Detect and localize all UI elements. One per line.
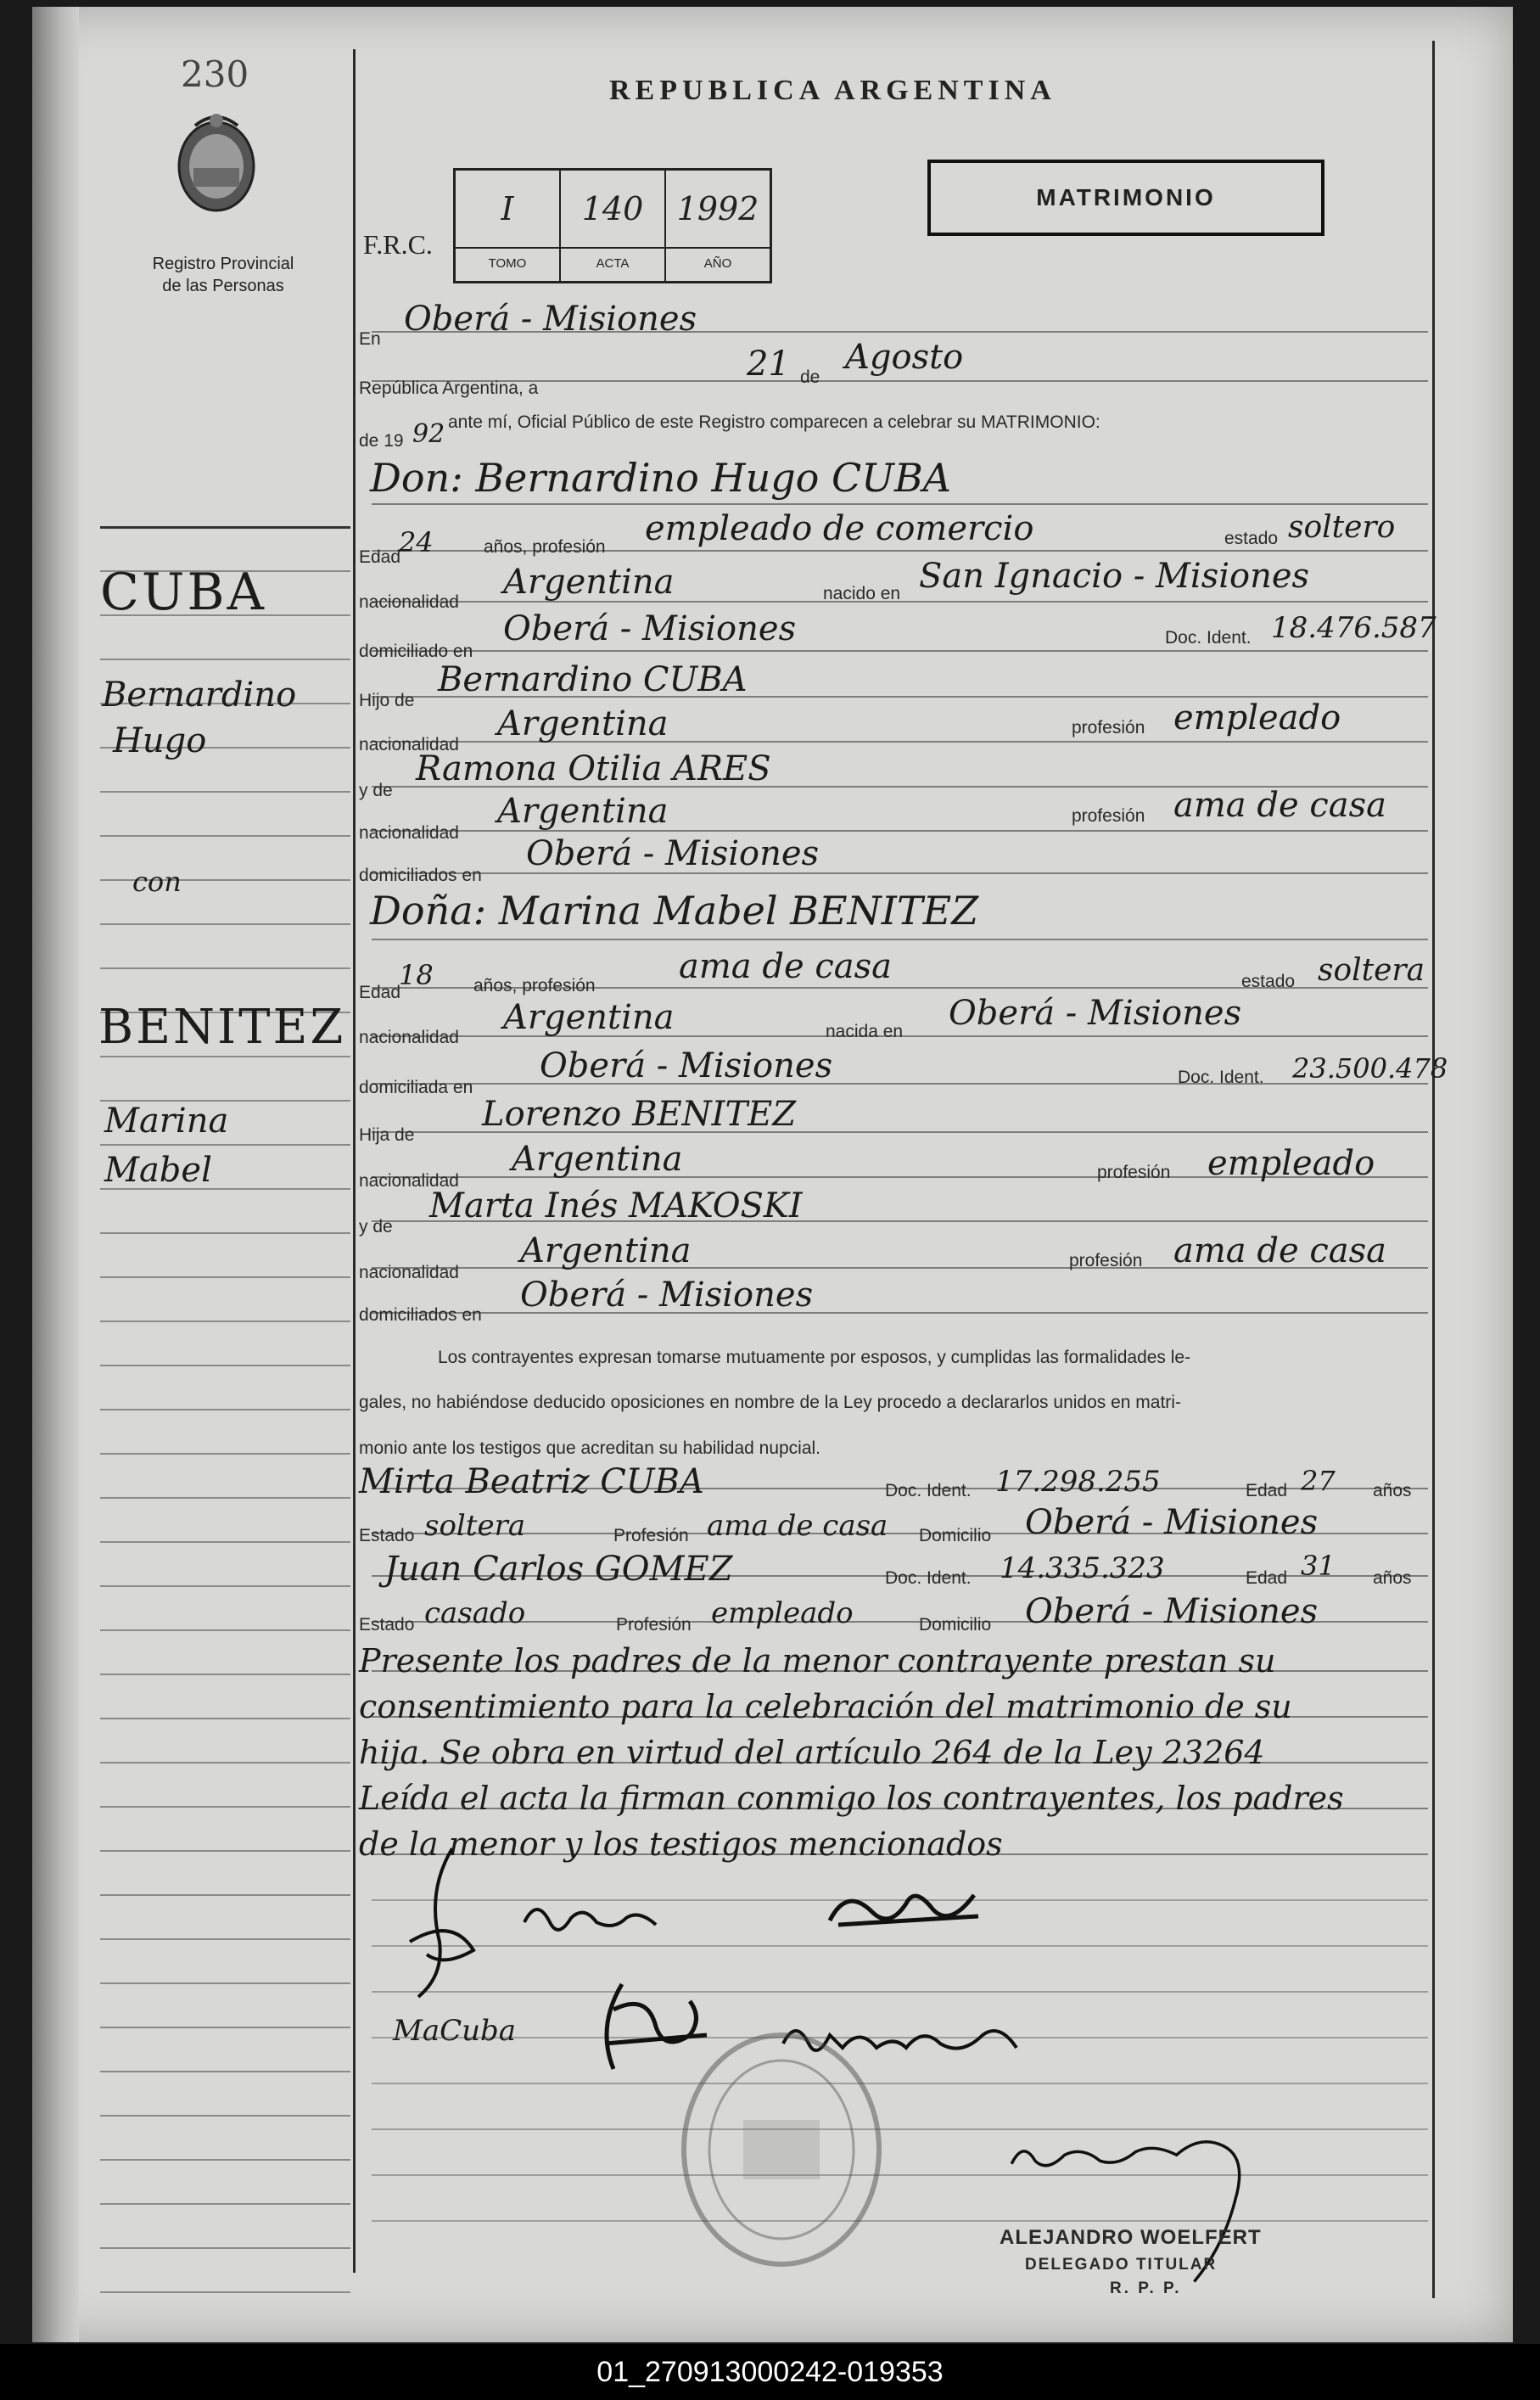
margin-rule-line bbox=[100, 659, 350, 660]
margin-rule-line bbox=[100, 967, 350, 969]
groom-father: Bernardino CUBA bbox=[438, 660, 748, 699]
margin-rule-line bbox=[100, 1056, 350, 1057]
margin-rule-line bbox=[100, 1718, 350, 1719]
groom-profession: empleado de comercio bbox=[645, 509, 1034, 548]
label-w1-prof: Profesión bbox=[613, 1526, 689, 1545]
bride-father: Lorenzo BENITEZ bbox=[482, 1095, 797, 1134]
label-groom-hijo: Hijo de bbox=[359, 691, 415, 710]
label-groom-m-prof: profesión bbox=[1072, 806, 1145, 826]
registry-line-1: Registro Provincial bbox=[152, 255, 294, 273]
label-en: En bbox=[359, 329, 381, 349]
margin-rule-line bbox=[100, 1762, 350, 1764]
formula-line-1: Los contrayentes expresan tomarse mutuamente por esposos, y cumplidas las formalidades le- bbox=[438, 1348, 1191, 1367]
margin-rule-line bbox=[100, 2159, 350, 2161]
margin-rule-line bbox=[100, 1982, 350, 1984]
label-republica: República Argentina, a bbox=[359, 379, 539, 398]
margin-rule-line bbox=[100, 2291, 350, 2293]
margin-rule-line bbox=[100, 1806, 350, 1808]
margin-con: con bbox=[132, 866, 182, 898]
label-groom-estado: estado bbox=[1224, 529, 1279, 548]
label-groom-nac: nacionalidad bbox=[359, 592, 459, 612]
margin-rule-line bbox=[100, 1938, 350, 1940]
margin-rule-line bbox=[100, 835, 350, 837]
margin-rule-line bbox=[100, 1541, 350, 1543]
label-bride-anos-prof: años, profesión bbox=[473, 976, 596, 995]
groom-doc: 18.476.587 bbox=[1271, 611, 1436, 645]
folio-number: 230 bbox=[181, 53, 249, 95]
margin-rule-line bbox=[100, 1497, 350, 1499]
book-binding bbox=[32, 7, 79, 2342]
label-w2-anos: años bbox=[1373, 1568, 1412, 1588]
note-line-5: de la menor y los testigos mencionados bbox=[359, 1825, 1003, 1863]
label-bride-nacida: nacida en bbox=[826, 1022, 904, 1041]
bride-parents-dom: Oberá - Misiones bbox=[520, 1276, 814, 1315]
bride-heading: Doña: Marina Mabel BENITEZ bbox=[370, 888, 979, 934]
witness2-age: 31 bbox=[1301, 1550, 1336, 1582]
image-id-bar: 01_270913000242-019353 bbox=[0, 2344, 1540, 2400]
acta-value: 140 bbox=[581, 190, 644, 227]
label-w1-doc: Doc. Ident. bbox=[885, 1481, 972, 1500]
label-bride-f-prof: profesión bbox=[1097, 1163, 1171, 1182]
margin-rule-line bbox=[100, 2115, 350, 2117]
ano-cell bbox=[666, 171, 770, 281]
ruled-line bbox=[372, 1991, 1428, 1993]
registry-name bbox=[126, 253, 321, 297]
margin-bride-name-1: Marina bbox=[104, 1102, 229, 1141]
label-w2-estado: Estado bbox=[359, 1615, 415, 1635]
label-de-month: de bbox=[800, 367, 820, 387]
label-groom-yde: y de bbox=[359, 781, 393, 800]
groom-domicile: Oberá - Misiones bbox=[503, 609, 797, 648]
right-rule bbox=[1432, 41, 1435, 2298]
label-w2-dom: Domicilio bbox=[919, 1615, 992, 1635]
label-groom-m-nac: nacionalidad bbox=[359, 823, 459, 843]
official-stamp-icon bbox=[675, 2027, 888, 2273]
groom-birthplace: San Ignacio - Misiones bbox=[919, 557, 1310, 596]
label-groom-doc: Doc. Ident. bbox=[1165, 628, 1252, 648]
bride-age: 18 bbox=[399, 959, 434, 991]
country-title: REPUBLICA ARGENTINA bbox=[609, 75, 1056, 106]
label-w1-estado: Estado bbox=[359, 1526, 415, 1545]
margin-rule-line bbox=[100, 1850, 350, 1852]
bride-mother-prof: ama de casa bbox=[1173, 1231, 1386, 1270]
margin-rule-line bbox=[100, 1321, 350, 1322]
ano-label: AÑO bbox=[666, 247, 770, 279]
note-line-4: Leída el acta la firman conmigo los contrayentes, los padres bbox=[359, 1780, 1344, 1817]
margin-rule-line bbox=[100, 1629, 350, 1631]
label-bride-doms: domiciliados en bbox=[359, 1305, 482, 1325]
formula-line-2: gales, no habiéndose deducido oposiciones en nombre de la Ley procedo a declararlos unidos en matri- bbox=[359, 1393, 1181, 1412]
witness1-profession: ama de casa bbox=[707, 1509, 888, 1543]
margin-rule-line bbox=[100, 1365, 350, 1366]
groom-mother-nat: Argentina bbox=[497, 792, 669, 831]
signature-cuba: MaCuba bbox=[393, 2014, 517, 2048]
note-line-2: consentimiento para la celebración del matrimonio de su bbox=[359, 1688, 1292, 1725]
label-groom-dom: domiciliado en bbox=[359, 642, 473, 661]
witness2-doc: 14.335.323 bbox=[1000, 1551, 1165, 1585]
ano-value: 1992 bbox=[676, 190, 759, 227]
groom-age: 24 bbox=[399, 526, 434, 558]
label-bride-hija: Hija de bbox=[359, 1125, 415, 1145]
margin-groom-name-2: Hugo bbox=[113, 721, 207, 760]
label-bride-doc: Doc. Ident. bbox=[1178, 1068, 1264, 1087]
ruled-line bbox=[372, 2083, 1428, 2084]
coat-of-arms-icon bbox=[170, 109, 263, 219]
frc-label: F.R.C. bbox=[363, 229, 433, 260]
registry-line-2: de las Personas bbox=[162, 277, 284, 295]
label-bride-m-prof: profesión bbox=[1069, 1251, 1143, 1270]
bride-nationality: Argentina bbox=[503, 998, 675, 1037]
label-bride-edad: Edad bbox=[359, 983, 401, 1002]
label-groom-anos-prof: años, profesión bbox=[484, 537, 606, 557]
margin-rule-line bbox=[100, 1453, 350, 1455]
bride-domicile: Oberá - Misiones bbox=[540, 1046, 833, 1085]
margin-groom-name-1: Bernardino bbox=[102, 676, 297, 715]
margin-rule-line bbox=[100, 2247, 350, 2249]
label-w1-anos: años bbox=[1373, 1481, 1412, 1500]
label-groom-doms: domiciliados en bbox=[359, 866, 482, 885]
margin-rule-line bbox=[100, 1674, 350, 1675]
formula-line-3: monio ante los testigos que acreditan su habilidad nupcial. bbox=[359, 1438, 821, 1458]
act-year: 92 bbox=[412, 419, 445, 449]
margin-rule-line bbox=[100, 1585, 350, 1587]
tomo-value: I bbox=[501, 190, 514, 227]
ruled-line bbox=[372, 650, 1428, 652]
acta-cell bbox=[561, 171, 666, 281]
act-month: Agosto bbox=[845, 338, 964, 377]
act-place: Oberá - Misiones bbox=[404, 300, 697, 339]
margin-rule-line bbox=[100, 923, 350, 925]
ruled-line bbox=[372, 939, 1428, 940]
label-w2-doc: Doc. Ident. bbox=[885, 1568, 972, 1588]
witness2-name: Juan Carlos GOMEZ bbox=[384, 1550, 733, 1589]
acta-label: ACTA bbox=[561, 247, 664, 279]
margin-bride-surname: BENITEZ bbox=[98, 1000, 346, 1055]
groom-mother-prof: ama de casa bbox=[1173, 786, 1386, 825]
label-de-19: de 19 bbox=[359, 431, 404, 451]
margin-rule-line bbox=[100, 1144, 350, 1146]
intro-text: ante mí, Oficial Público de este Registro comparecen a celebrar su MATRIMONIO: bbox=[448, 412, 1100, 432]
label-w2-prof: Profesión bbox=[616, 1615, 692, 1635]
signature-father bbox=[821, 1878, 991, 1946]
margin-rule-line bbox=[100, 1409, 350, 1410]
bride-doc: 23.500.478 bbox=[1292, 1052, 1448, 1085]
margin-groom-surname: CUBA bbox=[100, 563, 266, 622]
margin-rule-line bbox=[100, 526, 350, 529]
tomo-cell bbox=[456, 171, 561, 281]
label-bride-f-nac: nacionalidad bbox=[359, 1171, 459, 1191]
margin-bride-name-2: Mabel bbox=[104, 1151, 212, 1190]
bride-mother-nat: Argentina bbox=[520, 1231, 692, 1270]
margin-rule bbox=[353, 49, 356, 2273]
official-name: ALEJANDRO WOELFERT bbox=[1000, 2226, 1262, 2249]
witness1-doc: 17.298.255 bbox=[995, 1465, 1161, 1499]
tomo-label: TOMO bbox=[456, 247, 559, 279]
signature-groom bbox=[393, 1840, 495, 2010]
bride-status: soltera bbox=[1318, 953, 1425, 988]
margin-rule-line bbox=[100, 1276, 350, 1278]
label-w1-dom: Domicilio bbox=[919, 1526, 992, 1545]
margin-rule-line bbox=[100, 2203, 350, 2205]
bride-profession: ama de casa bbox=[679, 947, 892, 986]
bride-birthplace: Oberá - Misiones bbox=[949, 994, 1242, 1033]
bride-father-nat: Argentina bbox=[512, 1140, 683, 1179]
margin-rule-line bbox=[100, 2071, 350, 2072]
record-number-box bbox=[453, 168, 772, 283]
label-bride-nac: nacionalidad bbox=[359, 1028, 459, 1047]
official-title: DELEGADO TITULAR bbox=[1025, 2256, 1218, 2274]
label-bride-estado: estado bbox=[1241, 972, 1296, 991]
signature-bride bbox=[520, 1893, 664, 1943]
act-type-box: MATRIMONIO bbox=[927, 160, 1324, 236]
note-line-1: Presente los padres de la menor contrayente prestan su bbox=[359, 1642, 1276, 1679]
witness2-domicile: Oberá - Misiones bbox=[1025, 1592, 1319, 1631]
ruled-line bbox=[372, 1083, 1428, 1085]
groom-status: soltero bbox=[1288, 510, 1396, 545]
bride-mother: Marta Inés MAKOSKI bbox=[429, 1186, 803, 1225]
groom-mother: Ramona Otilia ARES bbox=[416, 749, 771, 788]
groom-father-prof: empleado bbox=[1173, 698, 1341, 737]
register-page bbox=[32, 7, 1513, 2342]
label-groom-nacido: nacido en bbox=[823, 584, 901, 603]
witness1-name: Mirta Beatriz CUBA bbox=[359, 1462, 704, 1501]
witness2-status: casado bbox=[424, 1596, 526, 1630]
margin-rule-line bbox=[100, 791, 350, 793]
label-groom-f-prof: profesión bbox=[1072, 718, 1145, 737]
note-line-3: hija. Se obra en virtud del artículo 264 de la Ley 23264 bbox=[359, 1734, 1265, 1771]
label-w2-edad: Edad bbox=[1246, 1568, 1288, 1588]
groom-parents-dom: Oberá - Misiones bbox=[526, 834, 820, 873]
label-bride-m-nac: nacionalidad bbox=[359, 1263, 459, 1282]
label-bride-yde: y de bbox=[359, 1217, 393, 1236]
label-bride-dom: domiciliada en bbox=[359, 1078, 473, 1097]
label-groom-edad: Edad bbox=[359, 547, 401, 567]
margin-rule-line bbox=[100, 1894, 350, 1896]
groom-heading: Don: Bernardino Hugo CUBA bbox=[370, 455, 951, 501]
witness2-profession: empleado bbox=[711, 1596, 854, 1630]
witness1-domicile: Oberá - Misiones bbox=[1025, 1503, 1319, 1542]
bride-father-prof: empleado bbox=[1207, 1144, 1375, 1183]
label-groom-f-nac: nacionalidad bbox=[359, 735, 459, 754]
groom-nationality: Argentina bbox=[503, 563, 675, 602]
witness1-status: soltera bbox=[424, 1509, 526, 1543]
margin-rule-line bbox=[100, 2027, 350, 2028]
label-w1-edad: Edad bbox=[1246, 1481, 1288, 1500]
official-org: R. P. P. bbox=[1110, 2279, 1182, 2297]
act-day: 21 bbox=[747, 345, 790, 384]
witness1-age: 27 bbox=[1301, 1465, 1336, 1497]
ruled-line bbox=[372, 503, 1428, 505]
margin-rule-line bbox=[100, 1232, 350, 1234]
groom-father-nat: Argentina bbox=[497, 704, 669, 743]
